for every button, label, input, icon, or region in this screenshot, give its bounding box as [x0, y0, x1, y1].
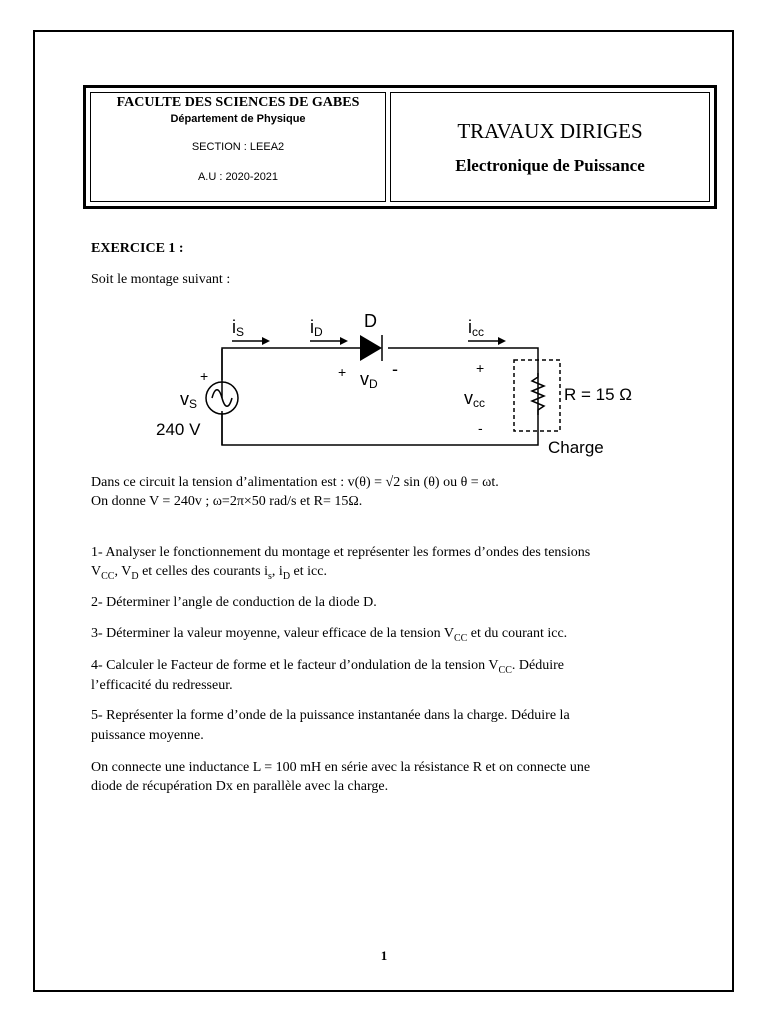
circuit-diagram: [150, 305, 650, 465]
arrow-is-head-icon: [262, 337, 270, 345]
vd-minus: -: [392, 359, 398, 379]
question-5-line-1: 5- Représenter la forme d’onde de la puissance instantanée dans la charge. Déduire la: [91, 708, 570, 723]
question-2: 2- Déterminer l’angle de conduction de la diode D.: [91, 595, 377, 610]
section-label: SECTION : LEEA2: [191, 141, 285, 153]
vcc-minus: -: [478, 420, 483, 436]
question-3: 3- Déterminer la valeur moyenne, valeur efficace de la tension $V_{CC}$ et du courant icc.: [91, 626, 568, 644]
vs-plus: +: [200, 368, 209, 384]
text-line-1: Dans ce circuit la tension d’alimentation est : v(θ) = √2 sin (θ) ou θ = ωt.: [91, 475, 499, 490]
label-vd: vD: [360, 369, 378, 391]
label-vs: vS: [180, 389, 198, 411]
question-4-line-1: 4- Calculer le Facteur de forme et le facteur d’ondulation de la tension $V_{CC}$. Déduire: [91, 658, 564, 676]
question-1-line-2: $V_{CC}$, $V_D$ et celles des courants $i_s$, $i_D$ et icc.: [91, 564, 327, 582]
label-source-voltage: 240 V: [156, 420, 201, 439]
document-subtitle: Electronique de Puissance: [455, 156, 645, 175]
question-5-line-2: puissance moyenne.: [91, 728, 204, 743]
label-icc: icc: [468, 317, 484, 339]
label-id: iD: [310, 317, 323, 339]
paragraph-line-2: diode de récupération Dx en parallèle avec la charge.: [91, 779, 389, 794]
document-header: [83, 85, 717, 209]
academic-year: A.U : 2020-2021: [197, 171, 279, 183]
arrow-icc-head-icon: [498, 337, 506, 345]
label-vcc: vcc: [464, 388, 485, 410]
exercise-intro: Soit le montage suivant :: [91, 272, 231, 287]
circuit-wires: [222, 348, 538, 445]
arrow-id-head-icon: [340, 337, 348, 345]
header-title-box: [390, 92, 710, 202]
charge-box: [514, 360, 560, 431]
question-4-line-2: l’efficacité du redresseur.: [91, 678, 233, 693]
header-institution-box: [90, 92, 386, 202]
page-number: 1: [380, 948, 388, 963]
exercise-title: EXERCICE 1 :: [91, 241, 184, 256]
label-is: iS: [232, 317, 245, 339]
department-name: Département de Physique: [170, 113, 306, 125]
text-line-2: On donne V = 240v ; ω=2π×50 rad/s et R= 15Ω.: [91, 494, 363, 509]
paragraph-line-1: On connecte une inductance L = 100 mH en série avec la résistance R et on connecte une: [91, 760, 591, 775]
label-diode: D: [364, 311, 377, 331]
label-resistance: R = 15 Ω: [564, 385, 632, 404]
label-charge: Charge: [548, 438, 604, 457]
vcc-plus: +: [476, 360, 485, 376]
question-1-line-1: 1- Analyser le fonctionnement du montage et représenter les formes d’ondes des tensions: [91, 545, 591, 560]
diode-icon: [360, 335, 382, 361]
document-title: TRAVAUX DIRIGES: [457, 119, 643, 143]
vd-plus: +: [338, 364, 347, 380]
faculty-name: FACULTE DES SCIENCES DE GABES: [116, 95, 360, 110]
